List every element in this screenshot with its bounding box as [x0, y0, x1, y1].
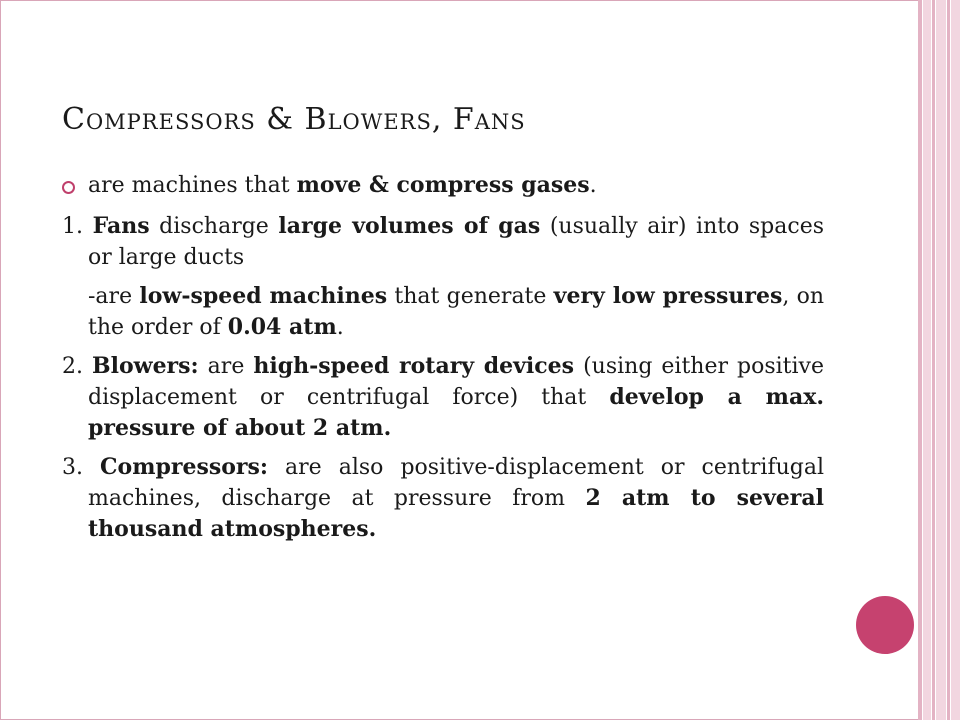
fans-sub-text: -are	[88, 284, 140, 309]
compressors-text: are also positive-displacement or centrifugal machines, discharge at pressure from	[88, 455, 825, 511]
blowers-text: are	[198, 354, 254, 379]
slide-body	[62, 170, 824, 551]
fans-sub-bold: low-speed machines	[139, 283, 388, 309]
decorative-stripes	[918, 0, 960, 720]
compressors-number: 3.	[62, 455, 101, 480]
bullet-item-intro	[62, 170, 824, 201]
intro-text: are machines that	[88, 173, 297, 198]
fans-sub-text: .	[336, 315, 344, 340]
fans-sub-bold: 0.04 atm	[227, 314, 337, 340]
stripe	[951, 0, 960, 720]
blowers-text: (using either positive displacement or centrifugal force) that	[88, 354, 824, 410]
stripe	[923, 0, 931, 720]
fans-text: discharge	[149, 214, 279, 239]
fans-number: 1.	[62, 214, 93, 239]
fans-text-end: (usually air) into spaces or large ducts	[88, 214, 825, 270]
fans-sub-text: that generate	[387, 284, 554, 309]
slide-title: Compressors & Blowers, Fans	[62, 102, 526, 137]
stripe	[918, 0, 922, 720]
blowers-bold: develop a max. pressure of about 2 atm.	[88, 384, 824, 441]
fans-paragraph	[62, 211, 824, 273]
fans-sub-text: , on the order of	[88, 284, 824, 340]
stripe	[936, 0, 946, 720]
bullet-circle-icon	[62, 181, 75, 194]
blowers-paragraph	[62, 351, 824, 444]
fans-term: Fans	[92, 213, 150, 239]
blowers-number: 2.	[62, 354, 92, 379]
fans-sub-bold: very low pressures	[553, 283, 783, 309]
compressors-paragraph	[62, 452, 824, 545]
decorative-circle	[856, 596, 914, 654]
fans-bold: large volumes of gas	[278, 213, 541, 239]
compressors-bold: 2 atm to several thousand atmospheres.	[88, 485, 825, 542]
intro-bold: move & compress gases	[296, 172, 590, 198]
stripe	[932, 0, 935, 720]
blowers-term: Blowers:	[92, 353, 199, 379]
fans-sub-paragraph	[62, 281, 824, 343]
intro-text-end: .	[589, 173, 597, 198]
blowers-bold: high-speed rotary devices	[253, 353, 575, 379]
stripe	[947, 0, 950, 720]
compressors-term: Compressors:	[100, 454, 269, 480]
